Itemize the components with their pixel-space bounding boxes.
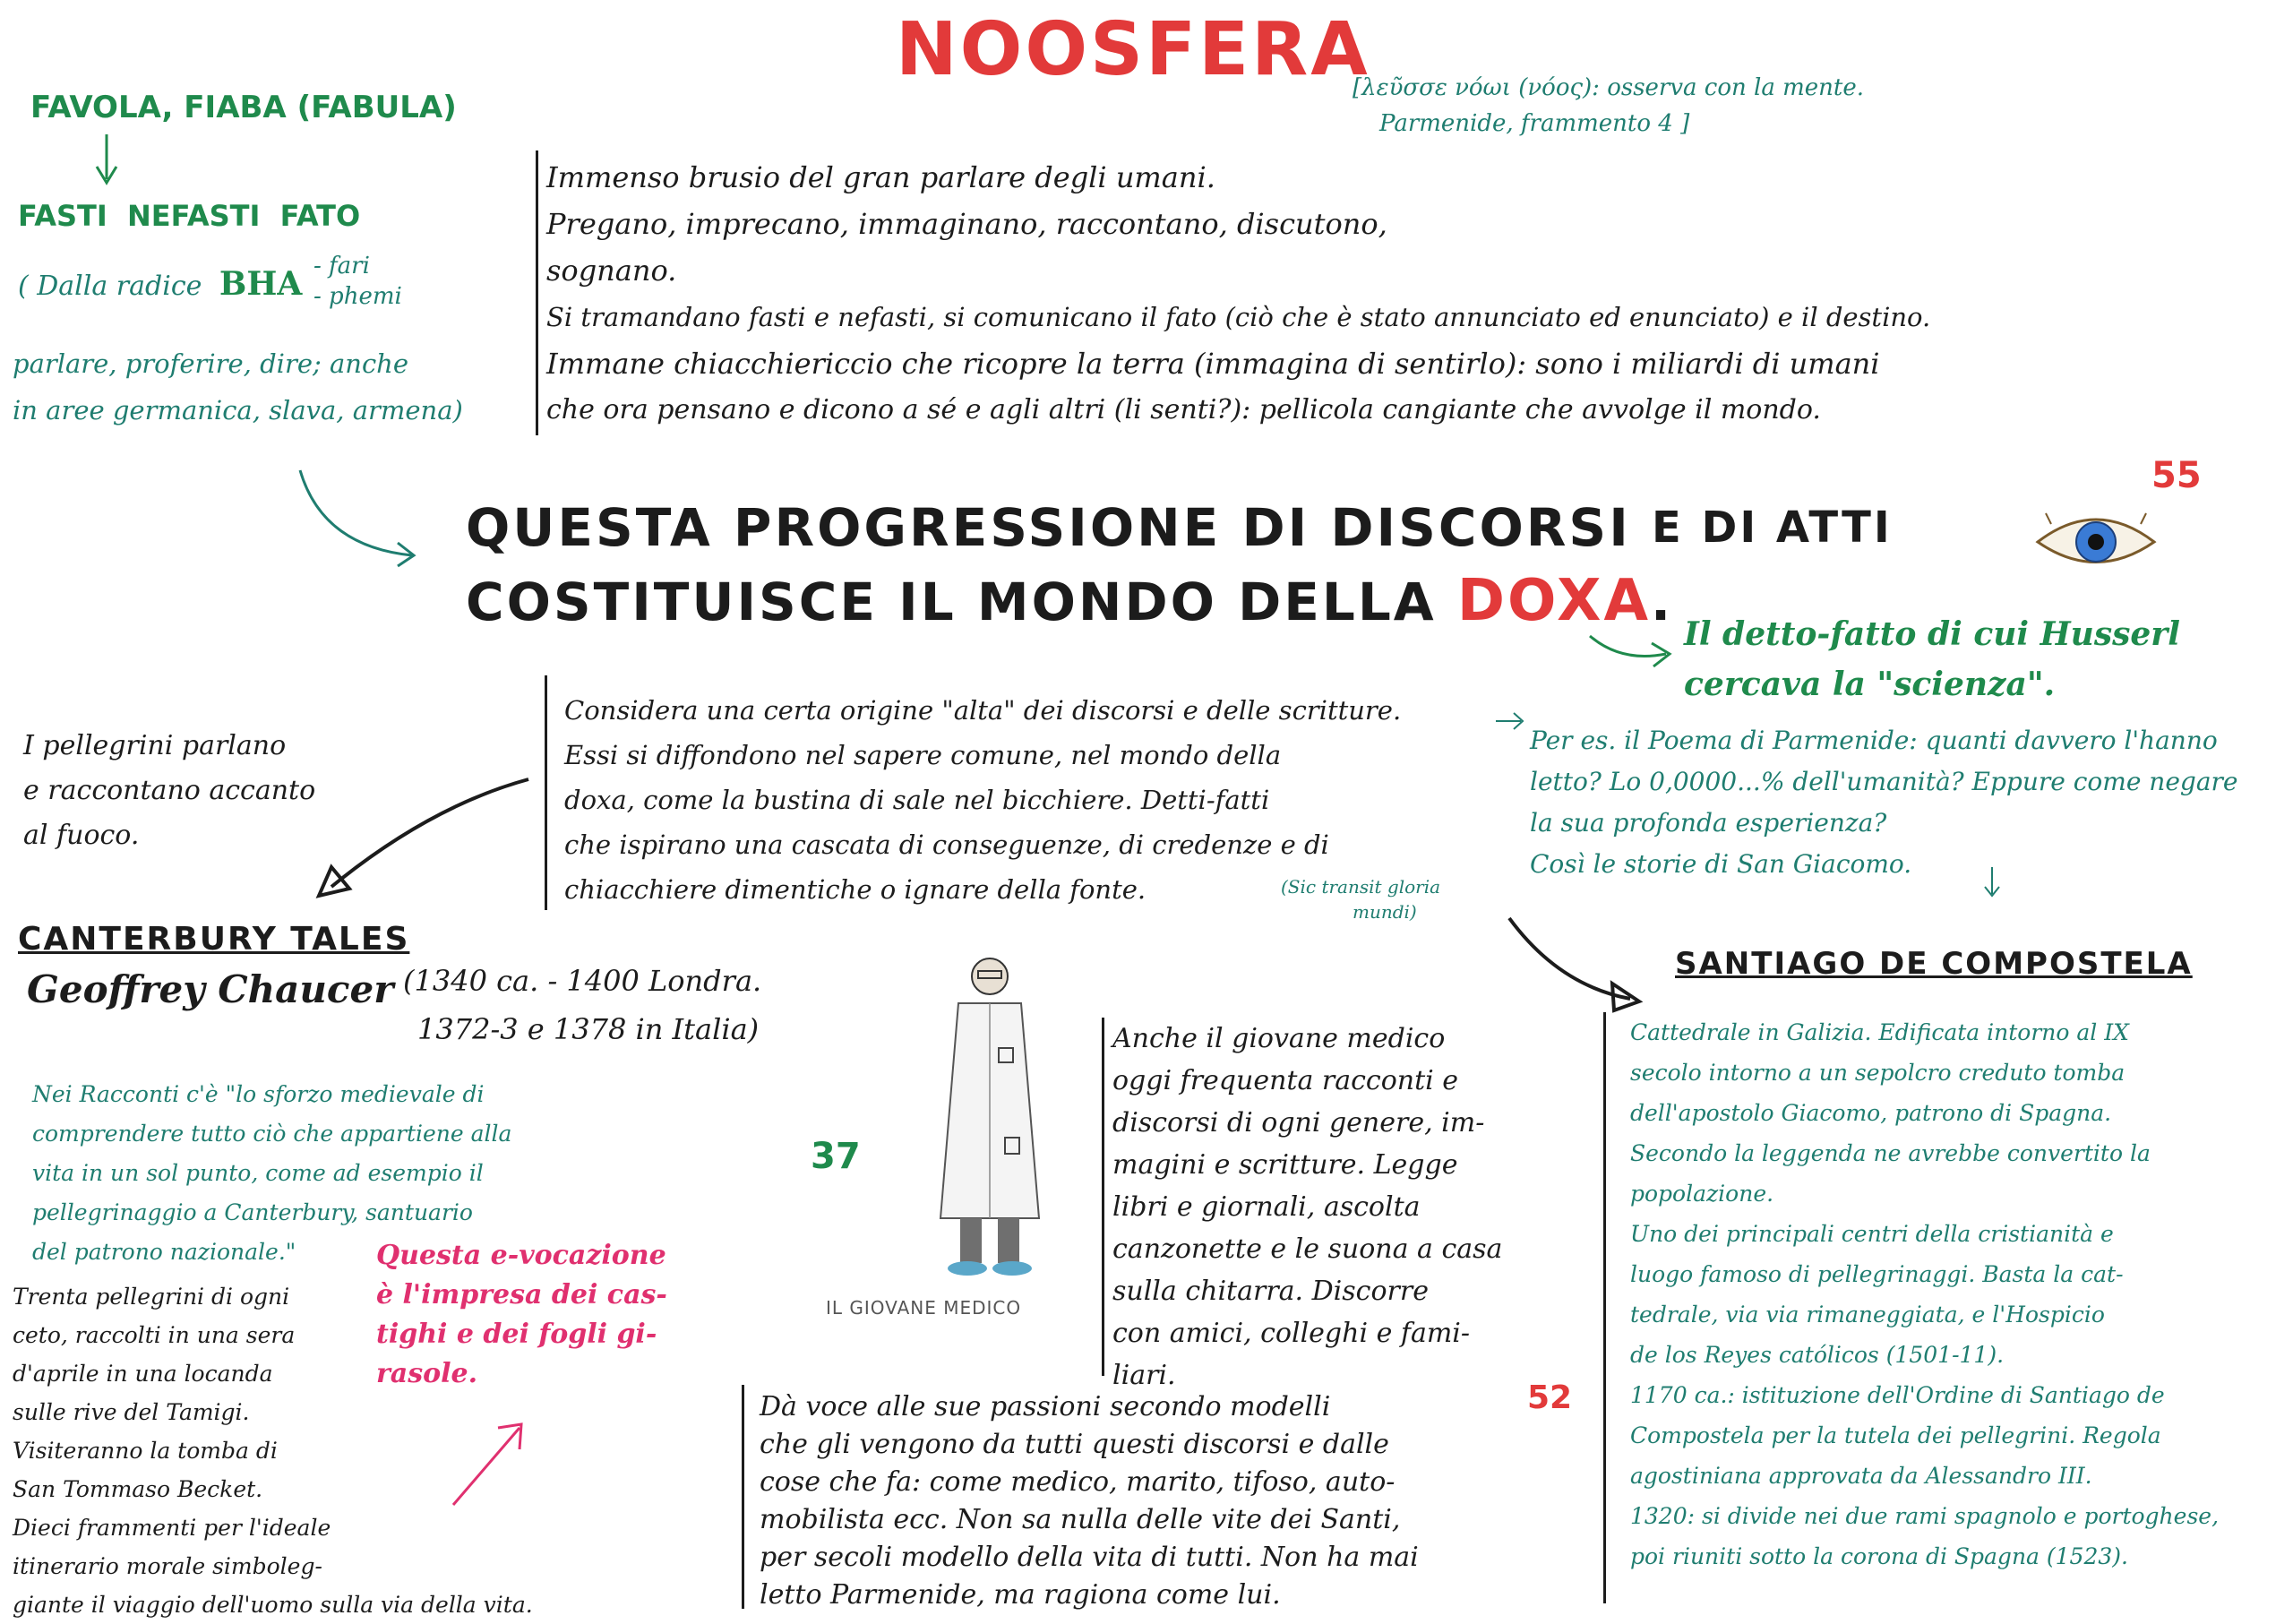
text-line: mobilista ecc. Non sa nulla delle vite dei Santi, bbox=[760, 1504, 1401, 1535]
evocation-note bbox=[376, 1236, 667, 1394]
text-line: sulla chitarra. Discorre bbox=[1112, 1276, 1429, 1307]
root-intro: ( Dalla radice bbox=[18, 271, 202, 302]
text-line: per secoli modello della vita di tutti. Non ha mai bbox=[760, 1542, 1419, 1573]
text-line: sognano. bbox=[546, 253, 677, 288]
husserl-note bbox=[1684, 609, 2180, 709]
text-line: poi riuniti sotto la corona di Spagna (1523). bbox=[1630, 1543, 2128, 1569]
arrow-down-icon bbox=[93, 134, 120, 188]
pilgrims-note bbox=[23, 724, 315, 858]
etymology-text bbox=[13, 340, 463, 434]
text-line: tighi e dei fogli gi- bbox=[376, 1319, 657, 1350]
text-line: 1170 ca.: istituzione dell'Ordine di Santiago de bbox=[1630, 1382, 2165, 1408]
headline-line-2: COSTITUISCE IL MONDO DELLA bbox=[466, 571, 1437, 632]
arrow-down-left-icon bbox=[313, 770, 537, 905]
etymology-root bbox=[18, 265, 302, 303]
text-line: che gli vengono da tutti questi discorsi e dalle bbox=[760, 1429, 1389, 1460]
text-line: Questa e-vocazione bbox=[376, 1240, 666, 1271]
text-line: comprendere tutto ciò che appartiene alla bbox=[32, 1121, 512, 1147]
text-line: Essi si diffondono nel sapere comune, nel mondo della bbox=[564, 740, 1282, 770]
text-line: letto? Lo 0,0000...% dell'umanità? Eppure come negare bbox=[1530, 767, 2238, 796]
text-line: Secondo la leggenda ne avrebbe convertito la bbox=[1630, 1140, 2151, 1166]
doctor-text bbox=[1112, 1018, 1502, 1396]
canterbury-dates bbox=[403, 957, 761, 1053]
page-number-top: 55 bbox=[2151, 455, 2202, 496]
text-line: Immane chiacchiericcio che ricopre la terra (immagina di sentirlo): sono i miliardi di umani bbox=[546, 347, 1880, 381]
text-line: letto Parmenide, ma ragiona come lui. bbox=[760, 1579, 1281, 1611]
arrow-up-right-icon bbox=[448, 1415, 537, 1514]
text-line: I pellegrini parlano bbox=[23, 730, 287, 761]
text-line: chiacchiere dimentiche o ignare della fonte. bbox=[564, 874, 1146, 905]
voice-text bbox=[760, 1388, 1419, 1614]
page-title: NOOSFERA bbox=[896, 7, 1370, 92]
text-line: Visiteranno la tomba di bbox=[13, 1438, 278, 1464]
page-number-52: 52 bbox=[1527, 1379, 1573, 1416]
text-line: Dieci frammenti per l'ideale bbox=[13, 1515, 331, 1541]
text-line: doxa, come la bustina di sale nel bicchiere. Detti-fatti bbox=[564, 785, 1270, 815]
etymology-derived: FASTI NEFASTI FATO bbox=[18, 199, 361, 233]
text-line: Anche il giovane medico bbox=[1112, 1023, 1446, 1054]
sic-transit-note bbox=[1281, 874, 1440, 924]
text-line: discorsi di ogni genere, im- bbox=[1112, 1107, 1485, 1139]
root-meanings bbox=[313, 251, 402, 312]
headline-period: . bbox=[1651, 571, 1674, 632]
text-line: Per es. il Poema di Parmenide: quanti davvero l'hanno bbox=[1530, 726, 2218, 755]
text-line: Considera una certa origine "alta" dei discorsi e delle scritture. bbox=[564, 695, 1402, 726]
doctor-caption: IL GIOVANE MEDICO bbox=[826, 1297, 1022, 1319]
santiago-title: SANTIAGO DE COMPOSTELA bbox=[1675, 946, 2193, 982]
arrow-down-right-icon bbox=[1505, 914, 1648, 1012]
text-line: magini e scritture. Legge bbox=[1112, 1149, 1458, 1181]
quote-line: Parmenide, frammento 4 ] bbox=[1379, 110, 1690, 137]
voice-divider bbox=[742, 1385, 744, 1609]
text-line: popolazione. bbox=[1630, 1181, 1774, 1207]
curved-arrow-icon bbox=[296, 466, 430, 564]
text-line: Nei Racconti c'è "lo sforzo medievale di bbox=[32, 1081, 485, 1107]
text-line: luogo famoso di pellegrinaggi. Basta la cat- bbox=[1630, 1261, 2124, 1287]
text-line: Pregano, imprecano, immaginano, raccontano, discutono, bbox=[546, 207, 1387, 241]
text-line: Compostela per la tutela dei pellegrini. Regola bbox=[1630, 1422, 2161, 1448]
root-meaning: - fari bbox=[313, 253, 370, 279]
text-line: in aree germanica, slava, armena) bbox=[13, 395, 463, 425]
text-line: che ora pensano e dicono a sé e agli altri (li senti?): pellicola cangiante che avvolge il mondo. bbox=[546, 394, 1821, 425]
arrow-right-icon bbox=[1585, 627, 1684, 681]
text-line: sulle rive del Tamigi. bbox=[13, 1399, 250, 1425]
text-line: vita in un sol punto, come ad esempio il bbox=[32, 1160, 484, 1186]
text-line: con amici, colleghi e fami- bbox=[1112, 1318, 1471, 1349]
text-line: parlare, proferire, dire; anche bbox=[13, 348, 409, 379]
text-line: Uno dei principali centri della cristianità e bbox=[1630, 1221, 2114, 1247]
text-line: la sua profonda esperienza? bbox=[1530, 808, 1887, 838]
text-line: d'aprile in una locanda bbox=[13, 1361, 273, 1387]
consider-divider bbox=[545, 675, 547, 910]
quote-line: [λεῦσσε νόωι (νόος): osserva con la mente. bbox=[1353, 74, 1864, 101]
text-line: tedrale, via via rimaneggiata, e l'Hospicio bbox=[1630, 1302, 2105, 1328]
headline-line-1: QUESTA PROGRESSIONE DI DISCORSI bbox=[466, 497, 1631, 558]
text-line: (1340 ca. - 1400 Londra. bbox=[403, 964, 762, 998]
consider-text bbox=[564, 688, 1401, 912]
text-line: oggi frequenta racconti e bbox=[1112, 1065, 1459, 1096]
text-line: cose che fa: come medico, marito, tifoso, auto- bbox=[760, 1466, 1396, 1498]
text-line: canzonette e le suona a casa bbox=[1112, 1233, 1503, 1265]
text-line: 1372-3 e 1378 in Italia) bbox=[417, 1012, 760, 1046]
text-line: Trenta pellegrini di ogni bbox=[13, 1284, 290, 1310]
text-line: cercava la "scienza". bbox=[1684, 666, 2056, 703]
text-line: liari. bbox=[1112, 1360, 1176, 1391]
text-line: giante il viaggio dell'uomo sulla via della vita. bbox=[13, 1592, 533, 1618]
text-line: itinerario morale simboleg- bbox=[13, 1553, 322, 1579]
text-line: Così le storie di San Giacomo. bbox=[1530, 849, 1912, 879]
text-line: e raccontano accanto bbox=[23, 775, 316, 806]
text-line: è l'impresa dei cas- bbox=[376, 1279, 667, 1310]
root-meaning: - phemi bbox=[313, 283, 402, 310]
canterbury-author: Geoffrey Chaucer bbox=[27, 967, 394, 1011]
doctor-divider bbox=[1102, 1018, 1104, 1376]
text-line: Si tramandano fasti e nefasti, si comunicano il fato (ciò che è stato annunciato ed enunciato) e il destino. bbox=[546, 302, 1931, 332]
intro-divider bbox=[536, 150, 538, 435]
text-line: Immenso brusio del gran parlare degli umani. bbox=[546, 160, 1215, 194]
text-line: ceto, raccolti in una sera bbox=[13, 1322, 296, 1348]
text-line: agostiniana approvata da Alessandro III. bbox=[1630, 1463, 2092, 1489]
page-number-37: 37 bbox=[811, 1136, 861, 1177]
headline bbox=[466, 491, 1893, 639]
text-line: mundi) bbox=[1353, 901, 1417, 923]
headline-line-1b: E DI ATTI bbox=[1651, 503, 1893, 553]
text-line: (Sic transit gloria bbox=[1281, 876, 1441, 898]
text-line: del patrono nazionale." bbox=[32, 1239, 296, 1265]
text-line: Cattedrale in Galizia. Edificata intorno al IX bbox=[1630, 1019, 2129, 1045]
young-doctor-illustration bbox=[905, 949, 1057, 1290]
arrow-down-icon bbox=[1980, 865, 2006, 901]
text-line: de los Reyes católicos (1501-11). bbox=[1630, 1342, 2005, 1368]
parmenide-quote bbox=[1353, 70, 1864, 142]
doxa-word: DOXA bbox=[1456, 568, 1652, 634]
root-word: BHA bbox=[219, 265, 303, 303]
intro-text bbox=[546, 154, 1930, 434]
text-line: che ispirano una cascata di conseguenze, di credenze e di bbox=[564, 829, 1329, 860]
parmenide-note bbox=[1530, 720, 2237, 885]
eye-icon bbox=[2033, 506, 2159, 578]
text-line: al fuoco. bbox=[23, 820, 140, 851]
text-line: rasole. bbox=[376, 1358, 478, 1389]
etymology-heading: FAVOLA, FIABA (FABULA) bbox=[30, 90, 457, 125]
santiago-text bbox=[1630, 1012, 2219, 1577]
text-line: secolo intorno a un sepolcro creduto tomba bbox=[1630, 1060, 2126, 1086]
text-line: dell'apostolo Giacomo, patrono di Spagna. bbox=[1630, 1100, 2112, 1126]
text-line: San Tommaso Becket. bbox=[13, 1476, 263, 1502]
text-line: Dà voce alle sue passioni secondo modelli bbox=[760, 1391, 1331, 1422]
text-line: pellegrinaggio a Canterbury, santuario bbox=[32, 1199, 473, 1225]
arrow-right-icon bbox=[1494, 708, 1530, 735]
text-line: 1320: si divide nei due rami spagnolo e portoghese, bbox=[1630, 1503, 2220, 1529]
text-line: libri e giornali, ascolta bbox=[1112, 1191, 1421, 1223]
santiago-divider bbox=[1603, 1012, 1606, 1603]
canterbury-title: CANTERBURY TALES bbox=[18, 921, 410, 958]
text-line: Il detto-fatto di cui Husserl bbox=[1684, 615, 2180, 653]
